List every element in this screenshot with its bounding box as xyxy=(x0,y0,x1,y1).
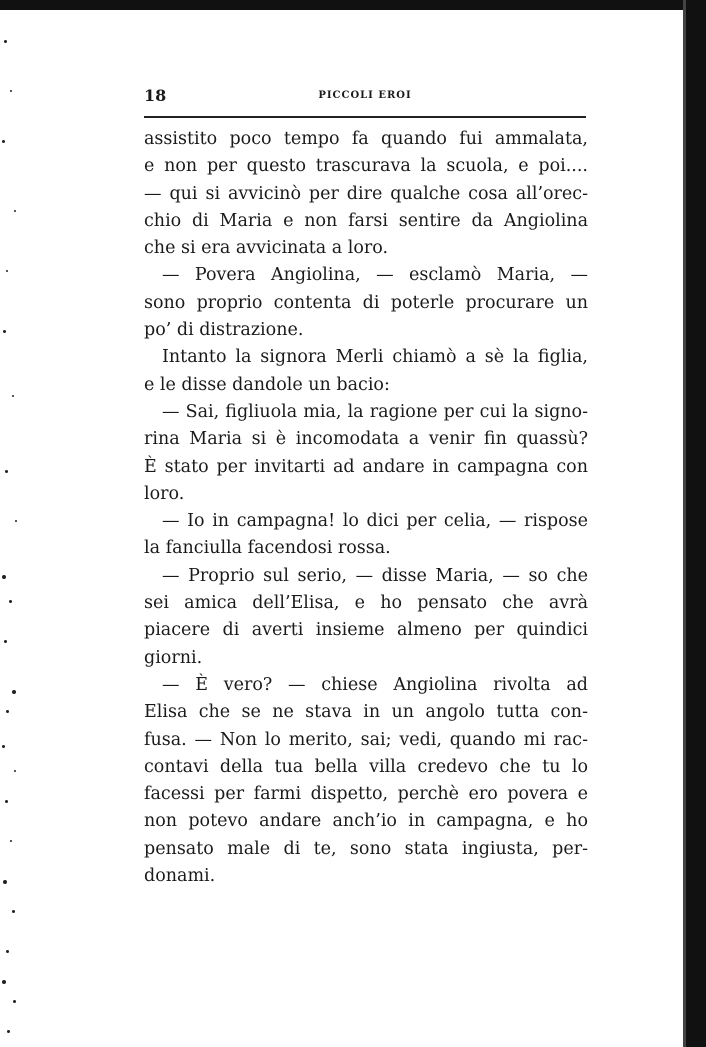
scan-speck xyxy=(4,40,7,43)
scan-speck xyxy=(9,600,12,603)
text-line: sono proprio contenta di poterle procurare un xyxy=(144,292,588,313)
text-line: che si era avvicinata a loro. xyxy=(144,238,389,259)
text-line: giorni. xyxy=(144,647,203,668)
scan-border-top xyxy=(0,0,706,10)
text-line: contavi della tua bella villa credevo che tu lo xyxy=(144,756,588,777)
text-line: la fanciulla facendosi rossa. xyxy=(144,538,391,559)
text-line: sei amica dell’Elisa, e ho pensato che avrà xyxy=(144,593,588,614)
scan-speck xyxy=(4,640,7,643)
scan-speck xyxy=(7,1030,10,1033)
text-line: È stato per invitarti ad andare in campagna con xyxy=(144,456,588,477)
text-line: pensato male di te, sono stata ingiusta, per- xyxy=(144,838,588,859)
scan-speck xyxy=(10,840,12,842)
text-line: chio di Maria e non farsi sentire da Angiolina xyxy=(144,210,588,231)
text-line: po’ di distrazione. xyxy=(144,320,304,341)
scan-speck xyxy=(12,690,16,694)
text-line: — qui si avvicinò per dire qualche cosa all’orec- xyxy=(144,183,588,204)
scan-speck xyxy=(15,520,17,522)
text-line: — Sai, figliuola mia, la ragione per cui la signo- xyxy=(162,401,588,422)
text-line: loro. xyxy=(144,483,185,504)
text-line: facessi per farmi dispetto, perchè ero povera e xyxy=(144,784,588,805)
scan-speck xyxy=(6,950,9,953)
scan-speck xyxy=(13,1000,16,1003)
page-header xyxy=(144,82,586,118)
text-line: rina Maria si è incomodata a venir fin quassù? xyxy=(144,429,588,450)
scan-speck xyxy=(12,395,14,397)
text-line: — Proprio sul serio, — disse Maria, — so che xyxy=(162,565,588,586)
running-title: PICCOLI EROI xyxy=(318,90,412,101)
scan-speck xyxy=(6,710,9,713)
scan-speck xyxy=(5,800,8,803)
scan-speck xyxy=(2,575,6,579)
text-line: piacere di averti insieme almeno per quindici xyxy=(144,620,588,641)
text-line: non potevo andare anch’io in campagna, e ho xyxy=(144,811,588,832)
scan-speck xyxy=(6,270,8,272)
text-line: — Io in campagna! lo dici per celia, — rispose xyxy=(162,511,588,532)
body-text xyxy=(144,126,588,890)
scan-speck xyxy=(14,770,16,772)
text-line: e non per questo trascurava la scuola, e poi.... xyxy=(144,156,588,177)
scan-speck xyxy=(10,90,12,92)
scan-speck xyxy=(14,210,16,212)
scan-border-left-specks xyxy=(0,0,22,1047)
page-number: 18 xyxy=(144,86,167,105)
text-line: e le disse dandole un bacio: xyxy=(144,374,390,395)
text-line: assistito poco tempo fa quando fui ammalata, xyxy=(144,129,588,149)
text-line: donami. xyxy=(144,866,216,887)
scan-speck xyxy=(5,470,8,473)
text-line: fusa. — Non lo merito, sai; vedi, quando mi rac- xyxy=(144,729,588,750)
scan-border-right xyxy=(686,0,706,1047)
scan-speck xyxy=(12,910,15,913)
scan-speck xyxy=(2,980,6,984)
text-line: — È vero? — chiese Angiolina rivolta ad xyxy=(162,674,588,695)
text-line: Elisa che se ne stava in un angolo tutta con- xyxy=(144,702,588,723)
scan-speck xyxy=(2,140,5,143)
scan-speck xyxy=(3,880,7,884)
scan-speck xyxy=(2,745,5,748)
text-line: Intanto la signora Merli chiamò a sè la figlia, xyxy=(162,347,588,368)
scan-speck xyxy=(3,330,6,333)
text-line: — Povera Angiolina, — esclamò Maria, — xyxy=(162,265,588,286)
